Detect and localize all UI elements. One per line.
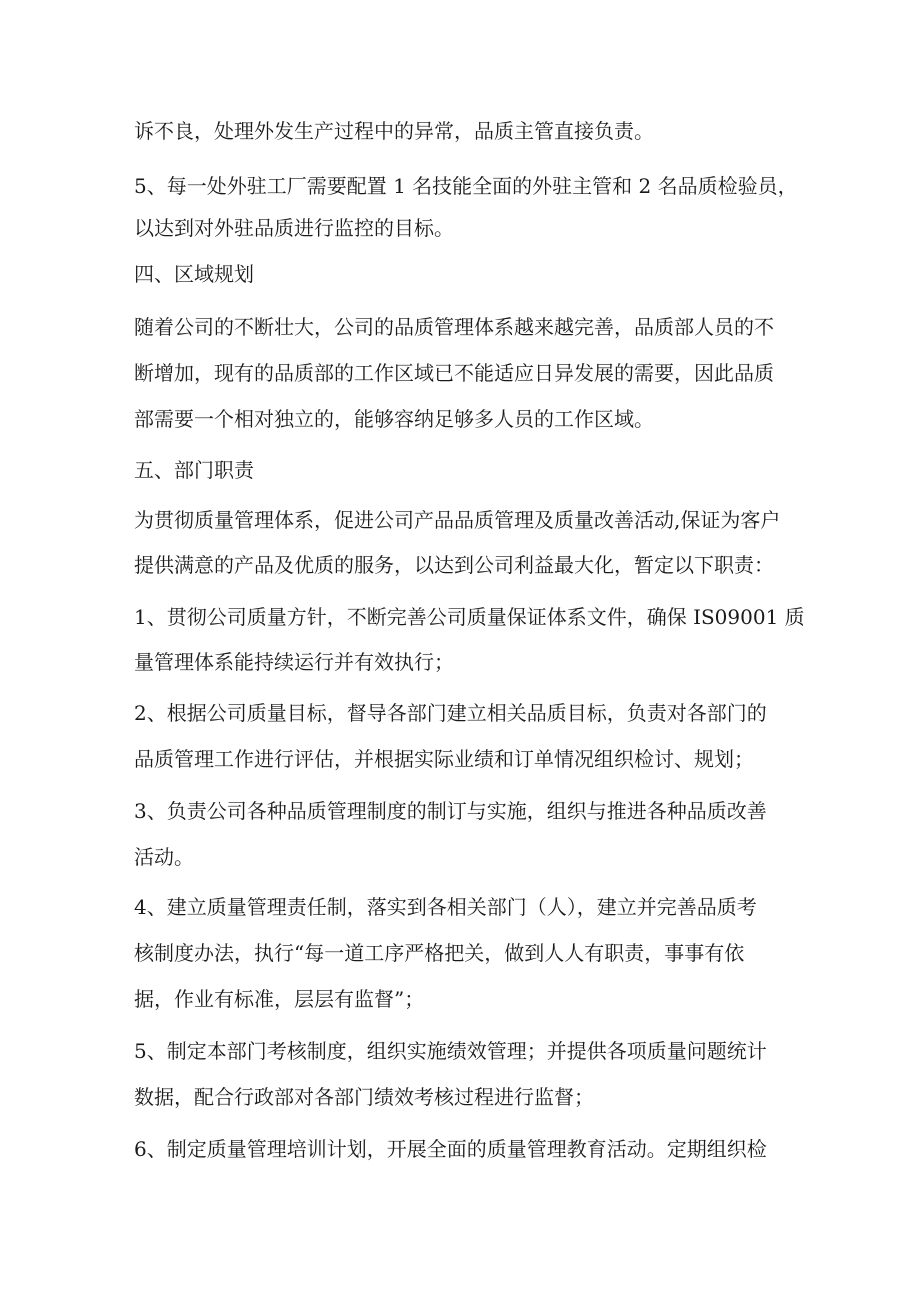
text-line: 5、每一处外驻工厂需要配置 1 名技能全面的外驻主管和 2 名品质检验员，: [134, 174, 798, 198]
text-line: 提供满意的产品及优质的服务，以达到公司利益最大化，暂定以下职责：: [134, 553, 774, 577]
text-line: 随着公司的不断壮大，公司的品质管理体系越来越完善，品质部人员的不: [134, 315, 774, 339]
text-line: 5、制定本部门考核制度，组织实施绩效管理；并提供各项质量问题统计: [134, 1039, 767, 1063]
text-line: 4、建立质量管理责任制，落实到各相关部门（人），建立并完善品质考: [134, 895, 757, 919]
text-line: 品质管理工作进行评估，并根据实际业绩和订单情况组织检讨、规划；: [134, 747, 754, 771]
text-line: 2、根据公司质量目标，督导各部门建立相关品质目标，负责对各部门的: [134, 701, 767, 725]
section-heading: 五、部门职责: [134, 458, 254, 482]
text-line: 以达到对外驻品质进行监控的目标。: [134, 216, 454, 240]
text-line: 数据，配合行政部对各部门绩效考核过程进行监督；: [134, 1085, 594, 1109]
text-line: 为贯彻质量管理体系，促进公司产品品质管理及质量改善活动,保证为客户: [134, 508, 781, 532]
text-line: 量管理体系能持续运行并有效执行；: [134, 650, 454, 674]
text-line: 断增加，现有的品质部的工作区域已不能适应日异发展的需要，因此品质: [134, 361, 774, 385]
text-line: 3、负责公司各种品质管理制度的制订与实施，组织与推进各种品质改善: [134, 799, 767, 823]
text-line: 核制度办法，执行“每一道工序严格把关，做到人人有职责，事事有依: [134, 941, 745, 965]
section-heading: 四、区域规划: [134, 262, 254, 286]
text-line: 诉不良，处理外发生产过程中的异常，品质主管直接负责。: [134, 119, 654, 143]
text-line: 6、制定质量管理培训计划，开展全面的质量管理教育活动。定期组织检: [134, 1137, 767, 1161]
text-line: 1、贯彻公司质量方针，不断完善公司质量保证体系文件，确保 IS09001 质: [134, 605, 805, 629]
text-line: 部需要一个相对独立的，能够容纳足够多人员的工作区域。: [134, 407, 654, 431]
text-line: 活动。: [134, 845, 194, 869]
text-line: 据，作业有标准，层层有监督”；: [134, 987, 425, 1011]
